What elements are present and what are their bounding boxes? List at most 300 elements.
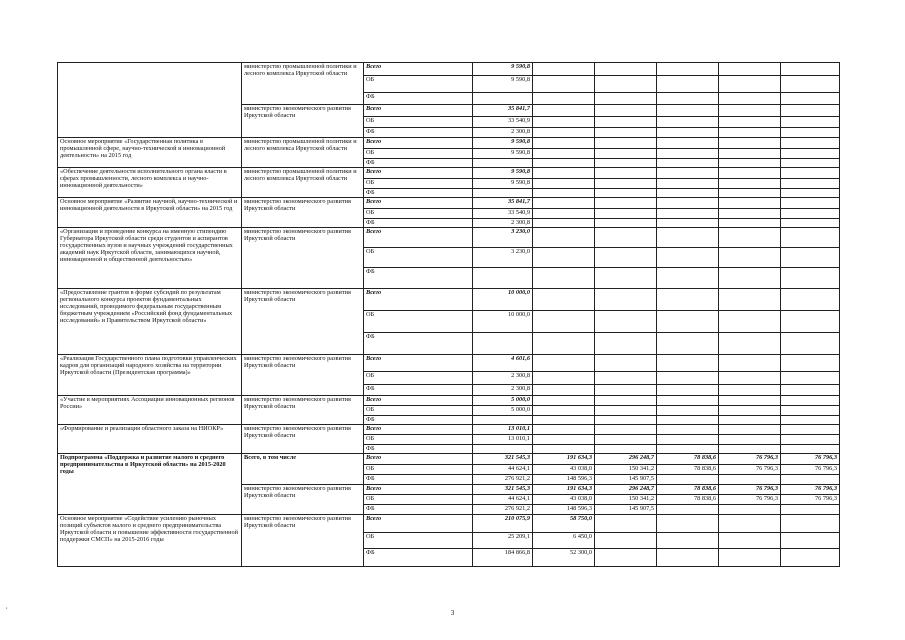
amount-cell (719, 128, 781, 138)
amount-cell (781, 333, 840, 355)
amount-cell: 44 624,1 (473, 465, 533, 475)
funding-source-cell: ОБ (364, 149, 473, 159)
amount-cell: 33 540,9 (473, 209, 533, 219)
amount-cell: 9 590,8 (473, 168, 533, 179)
amount-cell: 76 796,3 (781, 485, 840, 495)
amount-cell (595, 445, 657, 454)
amount-cell (657, 333, 719, 355)
amount-cell (781, 445, 840, 454)
amount-cell (657, 549, 719, 567)
table-row (58, 515, 840, 533)
amount-cell: 3 230,0 (473, 248, 533, 268)
executor-cell: министерство экономического развития Иркутской области (242, 228, 364, 289)
activity-description-cell: «Организация и проведение конкурса на именную стипендию Губернатора Иркутской области среди студентов и аспирантов государственных вузов и научных учреждений государственных академий наук Иркутской области, занимающихся научной, инновационной и общественной деятельностью» (58, 228, 242, 289)
funding-source-cell: ФБ (364, 475, 473, 485)
amount-cell (719, 105, 781, 117)
amount-cell: 25 209,1 (473, 533, 533, 549)
amount-cell (473, 333, 533, 355)
amount-cell (781, 117, 840, 128)
amount-cell (781, 128, 840, 138)
amount-cell (595, 128, 657, 138)
amount-cell (595, 425, 657, 435)
amount-cell (533, 425, 595, 435)
amount-cell (595, 515, 657, 533)
amount-cell (595, 311, 657, 333)
amount-cell (719, 385, 781, 396)
amount-cell (533, 93, 595, 105)
amount-cell: 2 300,8 (473, 219, 533, 228)
amount-cell (657, 93, 719, 105)
amount-cell (719, 533, 781, 549)
amount-cell (595, 168, 657, 179)
amount-cell (781, 149, 840, 159)
amount-cell (719, 425, 781, 435)
executor-cell: Всего, в том числе (242, 454, 364, 485)
executor-cell: министерство экономического развития Иркутской области (242, 396, 364, 425)
amount-cell (719, 416, 781, 425)
amount-cell (533, 168, 595, 179)
amount-cell: 296 248,7 (595, 454, 657, 465)
amount-cell (657, 63, 719, 76)
amount-cell (657, 435, 719, 445)
amount-cell (595, 416, 657, 425)
amount-cell (657, 289, 719, 311)
amount-cell: 3 230,0 (473, 228, 533, 248)
amount-cell: 2 300,8 (473, 128, 533, 138)
funding-source-cell: ОБ (364, 406, 473, 416)
amount-cell: 145 907,5 (595, 505, 657, 515)
page-number: 3 (450, 609, 455, 617)
amount-cell: 10 000,0 (473, 289, 533, 311)
funding-source-cell: ОБ (364, 311, 473, 333)
funding-source-cell: ОБ (364, 465, 473, 475)
amount-cell (781, 311, 840, 333)
amount-cell: 58 750,0 (533, 515, 595, 533)
funding-source-cell: ФБ (364, 505, 473, 515)
amount-cell (595, 209, 657, 219)
amount-cell (595, 385, 657, 396)
amount-cell (657, 159, 719, 168)
amount-cell (595, 372, 657, 385)
funding-source-cell: ФБ (364, 445, 473, 454)
amount-cell (719, 228, 781, 248)
amount-cell (719, 549, 781, 567)
amount-cell (657, 475, 719, 485)
amount-cell (595, 435, 657, 445)
amount-cell (781, 209, 840, 219)
executor-cell: министерство промышленной политики и лесного комплекса Иркутской области (242, 168, 364, 198)
amount-cell (781, 385, 840, 396)
activity-description-cell: «Участие в мероприятиях Ассоциации инновационных регионов России» (58, 396, 242, 425)
amount-cell: 5 000,0 (473, 406, 533, 416)
amount-cell (657, 445, 719, 454)
table-row (58, 228, 840, 248)
amount-cell (781, 475, 840, 485)
amount-cell (657, 372, 719, 385)
funding-source-cell: Всего (364, 485, 473, 495)
amount-cell (595, 138, 657, 149)
amount-cell (719, 159, 781, 168)
amount-cell (781, 189, 840, 198)
funding-source-cell: ОБ (364, 209, 473, 219)
amount-cell (533, 445, 595, 454)
amount-cell (719, 515, 781, 533)
amount-cell: 76 796,3 (719, 485, 781, 495)
amount-cell: 33 540,9 (473, 117, 533, 128)
amount-cell (473, 189, 533, 198)
amount-cell (781, 549, 840, 567)
funding-source-cell: ОБ (364, 248, 473, 268)
funding-source-cell: Всего (364, 63, 473, 76)
table-row (58, 289, 840, 311)
funding-source-cell: Всего (364, 198, 473, 209)
amount-cell: 78 838,6 (657, 495, 719, 505)
amount-cell (533, 228, 595, 248)
executor-cell: министерство экономического развития Иркутской области (242, 289, 364, 355)
amount-cell (781, 76, 840, 93)
amount-cell: 76 796,3 (719, 495, 781, 505)
amount-cell (657, 515, 719, 533)
executor-cell: министерство экономического развития Иркутской области (242, 355, 364, 396)
amount-cell (595, 93, 657, 105)
amount-cell (533, 117, 595, 128)
amount-cell (719, 179, 781, 189)
amount-cell (719, 333, 781, 355)
amount-cell (657, 425, 719, 435)
amount-cell (595, 63, 657, 76)
amount-cell (657, 198, 719, 209)
amount-cell (657, 355, 719, 372)
activity-description-cell: Основное мероприятие «Развитие научной, научно-технической и инновационной деятельности в Иркутской области» на 2015 год (58, 198, 242, 228)
amount-cell (657, 76, 719, 93)
amount-cell (473, 93, 533, 105)
amount-cell: 52 300,0 (533, 549, 595, 567)
funding-source-cell: ФБ (364, 159, 473, 168)
funding-source-cell: Всего (364, 289, 473, 311)
amount-cell (595, 333, 657, 355)
amount-cell: 5 000,0 (473, 396, 533, 406)
amount-cell (719, 289, 781, 311)
amount-cell (781, 372, 840, 385)
amount-cell (781, 93, 840, 105)
amount-cell: 44 624,1 (473, 495, 533, 505)
amount-cell (657, 117, 719, 128)
amount-cell: 2 300,8 (473, 385, 533, 396)
amount-cell (657, 189, 719, 198)
funding-source-cell: Всего (364, 355, 473, 372)
activity-description-cell: «Предоставление грантов в форме субсидий по результатам регионального конкурса проектов фундаментальных исследований, проводимого федеральным государственным бюджетным учреждением «Российский фонд фундаментальных исследований» и Правительством Иркутской области» (58, 289, 242, 355)
amount-cell (781, 289, 840, 311)
amount-cell (595, 549, 657, 567)
amount-cell (781, 533, 840, 549)
funding-source-cell: ОБ (364, 76, 473, 93)
amount-cell: 76 796,3 (719, 465, 781, 475)
funding-source-cell: ФБ (364, 189, 473, 198)
amount-cell (719, 505, 781, 515)
executor-cell: министерство экономического развития Иркутской области (242, 425, 364, 454)
amount-cell: 13 010,1 (473, 435, 533, 445)
amount-cell (533, 406, 595, 416)
amount-cell (595, 76, 657, 93)
amount-cell (595, 228, 657, 248)
amount-cell: 10 000,0 (473, 311, 533, 333)
amount-cell (781, 396, 840, 406)
amount-cell (781, 355, 840, 372)
activity-description-cell: «Реализация Государственного плана подготовки управленческих кадров для организаций народного хозяйства на территории Иркутской области (Президентская программа)» (58, 355, 242, 396)
amount-cell: 9 590,8 (473, 76, 533, 93)
funding-source-cell: ФБ (364, 333, 473, 355)
amount-cell (719, 198, 781, 209)
funding-source-cell: ФБ (364, 93, 473, 105)
amount-cell (657, 406, 719, 416)
budget-table (57, 62, 840, 567)
funding-source-cell: Всего (364, 105, 473, 117)
amount-cell (533, 128, 595, 138)
amount-cell: 191 634,3 (533, 454, 595, 465)
amount-cell (719, 168, 781, 179)
amount-cell (533, 159, 595, 168)
funding-source-cell: ОБ (364, 372, 473, 385)
amount-cell: 145 907,5 (595, 475, 657, 485)
amount-cell (533, 105, 595, 117)
amount-cell (719, 93, 781, 105)
amount-cell (657, 505, 719, 515)
amount-cell (533, 63, 595, 76)
funding-source-cell: Всего (364, 515, 473, 533)
amount-cell (657, 219, 719, 228)
amount-cell (533, 416, 595, 425)
amount-cell (719, 396, 781, 406)
amount-cell (657, 311, 719, 333)
amount-cell (533, 372, 595, 385)
amount-cell (533, 248, 595, 268)
amount-cell (595, 268, 657, 289)
amount-cell (719, 406, 781, 416)
amount-cell: 276 921,2 (473, 475, 533, 485)
amount-cell (533, 219, 595, 228)
amount-cell: 210 075,9 (473, 515, 533, 533)
amount-cell: 321 545,3 (473, 485, 533, 495)
margin-mark: , (6, 604, 8, 610)
amount-cell (657, 209, 719, 219)
funding-source-cell: ОБ (364, 435, 473, 445)
amount-cell: 9 590,8 (473, 149, 533, 159)
amount-cell (595, 159, 657, 168)
amount-cell (781, 268, 840, 289)
funding-source-cell: ФБ (364, 268, 473, 289)
amount-cell (533, 149, 595, 159)
funding-source-cell: Всего (364, 454, 473, 465)
funding-source-cell: Всего (364, 138, 473, 149)
amount-cell (657, 168, 719, 179)
amount-cell: 2 300,8 (473, 372, 533, 385)
amount-cell (781, 219, 840, 228)
amount-cell (719, 311, 781, 333)
amount-cell (657, 179, 719, 189)
amount-cell (533, 385, 595, 396)
amount-cell (533, 198, 595, 209)
amount-cell (781, 406, 840, 416)
executor-cell: министерство промышленной политики и лесного комплекса Иркутской области (242, 63, 364, 105)
amount-cell (781, 425, 840, 435)
amount-cell (595, 406, 657, 416)
table-row (58, 454, 840, 465)
amount-cell (533, 209, 595, 219)
table-body (58, 63, 840, 567)
amount-cell (719, 268, 781, 289)
amount-cell: 78 838,6 (657, 465, 719, 475)
amount-cell: 78 838,6 (657, 485, 719, 495)
amount-cell: 76 796,3 (781, 465, 840, 475)
amount-cell (781, 138, 840, 149)
amount-cell (473, 159, 533, 168)
amount-cell (781, 63, 840, 76)
amount-cell (657, 396, 719, 406)
amount-cell: 9 590,8 (473, 179, 533, 189)
executor-cell: министерство экономического развития Иркутской области (242, 485, 364, 515)
amount-cell (781, 159, 840, 168)
activity-description-cell: Подпрограмма «Поддержка и развитие малого и среднего предпринимательства в Иркутской области» на 2015-2020 годы (58, 454, 242, 515)
amount-cell: 191 634,3 (533, 485, 595, 495)
amount-cell (719, 149, 781, 159)
amount-cell: 9 590,8 (473, 63, 533, 76)
amount-cell (595, 117, 657, 128)
activity-description-cell: Основное мероприятие «Государственная политика в промышленной сфере, научно-технической и инновационной деятельности» на 2015 год (58, 138, 242, 168)
funding-source-cell: ОБ (364, 495, 473, 505)
amount-cell (657, 416, 719, 425)
funding-source-cell: Всего (364, 228, 473, 248)
activity-description-cell: «Формирование и реализация областного заказа на НИОКР» (58, 425, 242, 454)
amount-cell (595, 289, 657, 311)
amount-cell (781, 248, 840, 268)
amount-cell (657, 138, 719, 149)
amount-cell (533, 311, 595, 333)
funding-source-cell: ОБ (364, 179, 473, 189)
amount-cell (781, 505, 840, 515)
amount-cell: 9 590,8 (473, 138, 533, 149)
amount-cell (719, 372, 781, 385)
amount-cell (533, 289, 595, 311)
amount-cell: 78 838,6 (657, 454, 719, 465)
funding-source-cell: ФБ (364, 128, 473, 138)
funding-source-cell: ФБ (364, 385, 473, 396)
amount-cell (719, 138, 781, 149)
amount-cell (657, 105, 719, 117)
amount-cell (595, 198, 657, 209)
amount-cell: 6 450,0 (533, 533, 595, 549)
funding-source-cell: Всего (364, 168, 473, 179)
table-row (58, 396, 840, 406)
amount-cell (719, 76, 781, 93)
amount-cell (595, 179, 657, 189)
amount-cell (595, 219, 657, 228)
funding-source-cell: ОБ (364, 117, 473, 128)
amount-cell: 76 796,3 (719, 454, 781, 465)
amount-cell (533, 138, 595, 149)
amount-cell (595, 533, 657, 549)
executor-cell: министерство экономического развития Иркутской области (242, 515, 364, 567)
amount-cell (781, 228, 840, 248)
amount-cell (781, 515, 840, 533)
amount-cell (719, 248, 781, 268)
amount-cell (595, 149, 657, 159)
amount-cell (657, 149, 719, 159)
amount-cell (595, 396, 657, 406)
table-row (58, 355, 840, 372)
activity-description-cell (58, 63, 242, 138)
executor-cell: министерство промышленной политики и лесного комплекса Иркутской области (242, 138, 364, 168)
amount-cell (657, 533, 719, 549)
amount-cell (719, 435, 781, 445)
amount-cell (781, 416, 840, 425)
amount-cell (533, 396, 595, 406)
amount-cell: 150 341,2 (595, 465, 657, 475)
funding-source-cell: ФБ (364, 219, 473, 228)
activity-description-cell: Основное мероприятие «Содействие усилению рыночных позиций субъектов малого и среднего предпринимательства Иркутской области и повышение эффективности государственной поддержки СМСП» на 2015-2016 годы (58, 515, 242, 567)
amount-cell (781, 179, 840, 189)
amount-cell: 13 010,1 (473, 425, 533, 435)
amount-cell (657, 385, 719, 396)
activity-description-cell: «Обеспечение деятельности исполнительного органа власти в сферах промышленности, лесного комплекса и научно-инновационной деятельности» (58, 168, 242, 198)
table-row (58, 63, 840, 76)
amount-cell (473, 445, 533, 454)
amount-cell: 43 038,0 (533, 495, 595, 505)
amount-cell (719, 117, 781, 128)
amount-cell (657, 248, 719, 268)
amount-cell (533, 189, 595, 198)
amount-cell: 148 596,3 (533, 475, 595, 485)
amount-cell (719, 219, 781, 228)
executor-cell: министерство экономического развития Иркутской области (242, 105, 364, 138)
amount-cell (533, 76, 595, 93)
amount-cell (719, 63, 781, 76)
amount-cell (781, 105, 840, 117)
amount-cell: 296 248,7 (595, 485, 657, 495)
amount-cell (533, 333, 595, 355)
amount-cell: 276 921,2 (473, 505, 533, 515)
table-row (58, 198, 840, 209)
amount-cell: 35 841,7 (473, 198, 533, 209)
amount-cell (533, 435, 595, 445)
amount-cell: 43 038,0 (533, 465, 595, 475)
amount-cell (719, 445, 781, 454)
amount-cell (719, 355, 781, 372)
amount-cell (781, 198, 840, 209)
amount-cell: 76 796,3 (781, 495, 840, 505)
amount-cell: 184 866,8 (473, 549, 533, 567)
table-row (58, 138, 840, 149)
amount-cell (533, 179, 595, 189)
amount-cell (533, 268, 595, 289)
amount-cell (533, 355, 595, 372)
amount-cell: 4 601,6 (473, 355, 533, 372)
amount-cell: 148 596,3 (533, 505, 595, 515)
amount-cell (595, 105, 657, 117)
amount-cell (781, 168, 840, 179)
table-row (58, 168, 840, 179)
amount-cell (719, 189, 781, 198)
amount-cell (595, 355, 657, 372)
table-row (58, 425, 840, 435)
amount-cell: 150 341,2 (595, 495, 657, 505)
amount-cell (473, 416, 533, 425)
amount-cell (595, 248, 657, 268)
funding-source-cell: ФБ (364, 416, 473, 425)
funding-source-cell: Всего (364, 396, 473, 406)
amount-cell (657, 268, 719, 289)
amount-cell (719, 209, 781, 219)
amount-cell (657, 228, 719, 248)
